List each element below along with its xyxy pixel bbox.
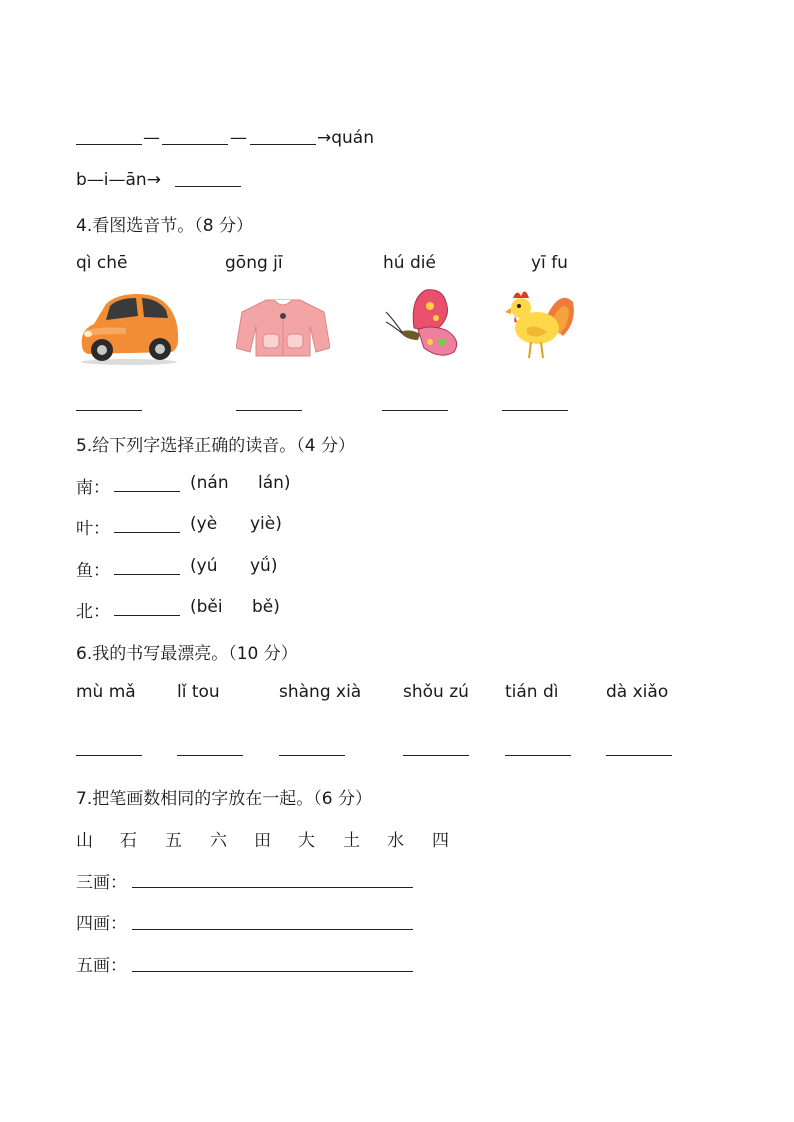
q5-row-3-blank[interactable] bbox=[114, 574, 180, 575]
q5-row-1-opt2: lán) bbox=[258, 473, 291, 493]
q4-syllable-2: gōng jī bbox=[225, 253, 283, 273]
q7-row-2-blank[interactable] bbox=[132, 929, 413, 930]
q5-row-2-char: 叶： bbox=[76, 519, 110, 539]
q5-row-2-blank[interactable] bbox=[114, 532, 180, 533]
rooster-image bbox=[503, 286, 577, 364]
q6-answer-blank-6[interactable] bbox=[606, 755, 672, 756]
blank-line2[interactable] bbox=[175, 172, 241, 192]
q7-char-8: 水 bbox=[387, 831, 404, 851]
q5-row-2-opt1: (yè bbox=[190, 514, 218, 534]
q7-char-1: 山 bbox=[76, 831, 93, 851]
q5-title: 5.给下列字选择正确的读音。（4 分） bbox=[76, 436, 355, 456]
q5-row-4-opt1: (běi bbox=[190, 597, 223, 617]
q7-row-2-label: 四画： bbox=[76, 914, 127, 934]
q4-answer-blank-3[interactable] bbox=[382, 410, 448, 411]
q5-row-1-char: 南： bbox=[76, 478, 110, 498]
q4-answer-blank-2[interactable] bbox=[236, 410, 302, 411]
line2-text: b—i—ān→ bbox=[76, 170, 161, 190]
dash-2: — bbox=[230, 128, 247, 148]
q5-row-4-char: 北： bbox=[76, 602, 110, 622]
q7-char-9: 四 bbox=[432, 831, 449, 851]
jacket-image bbox=[236, 296, 330, 358]
q5-row-1-opt1: (nán bbox=[190, 473, 229, 493]
q7-char-5: 田 bbox=[254, 831, 271, 851]
q7-title: 7.把笔画数相同的字放在一起。（6 分） bbox=[76, 789, 372, 809]
q6-word-2: lǐ tou bbox=[177, 682, 220, 702]
q7-char-3: 五 bbox=[165, 831, 182, 851]
q6-word-1: mù mǎ bbox=[76, 682, 136, 702]
q4-syllable-4: yī fu bbox=[531, 253, 568, 273]
q4-title: 4.看图选音节。（8 分） bbox=[76, 216, 253, 236]
q4-answer-blank-1[interactable] bbox=[76, 410, 142, 411]
q5-row-4-opt2: bě) bbox=[252, 597, 280, 617]
q5-row-3-opt1: (yú bbox=[190, 556, 218, 576]
q7-char-2: 石 bbox=[120, 831, 137, 851]
blank-1[interactable] bbox=[76, 130, 142, 150]
q7-char-4: 六 bbox=[210, 831, 227, 851]
q5-row-1-blank[interactable] bbox=[114, 491, 180, 492]
q6-answer-blank-2[interactable] bbox=[177, 755, 243, 756]
q7-row-3-blank[interactable] bbox=[132, 971, 413, 972]
q5-row-3-char: 鱼： bbox=[76, 561, 110, 581]
q7-row-1-label: 三画： bbox=[76, 873, 127, 893]
q6-answer-blank-4[interactable] bbox=[403, 755, 469, 756]
q5-row-3-opt2: yǘ) bbox=[250, 556, 278, 576]
q7-char-6: 大 bbox=[298, 831, 315, 851]
q6-answer-blank-3[interactable] bbox=[279, 755, 345, 756]
q4-answer-blank-4[interactable] bbox=[502, 410, 568, 411]
blank-2[interactable] bbox=[162, 130, 228, 150]
q6-answer-blank-1[interactable] bbox=[76, 755, 142, 756]
q7-row-3-label: 五画： bbox=[76, 956, 127, 976]
q5-row-2-opt2: yiè) bbox=[250, 514, 282, 534]
q6-answer-blank-5[interactable] bbox=[505, 755, 571, 756]
q7-row-1-blank[interactable] bbox=[132, 887, 413, 888]
butterfly-image bbox=[384, 288, 464, 360]
line1-tail: →quán bbox=[317, 128, 375, 148]
q4-syllable-1: qì chē bbox=[76, 253, 128, 273]
q6-word-6: dà xiǎo bbox=[606, 682, 669, 702]
dash-1: — bbox=[143, 128, 160, 148]
q6-word-5: tián dì bbox=[505, 682, 559, 702]
q7-char-7: 土 bbox=[343, 831, 360, 851]
car-image bbox=[76, 290, 182, 366]
blank-3[interactable] bbox=[250, 130, 316, 150]
q6-word-4: shǒu zú bbox=[403, 682, 469, 702]
q6-title: 6.我的书写最漂亮。（10 分） bbox=[76, 644, 298, 664]
q6-word-3: shàng xià bbox=[279, 682, 362, 702]
q5-row-4-blank[interactable] bbox=[114, 615, 180, 616]
q4-syllable-3: hú dié bbox=[383, 253, 436, 273]
